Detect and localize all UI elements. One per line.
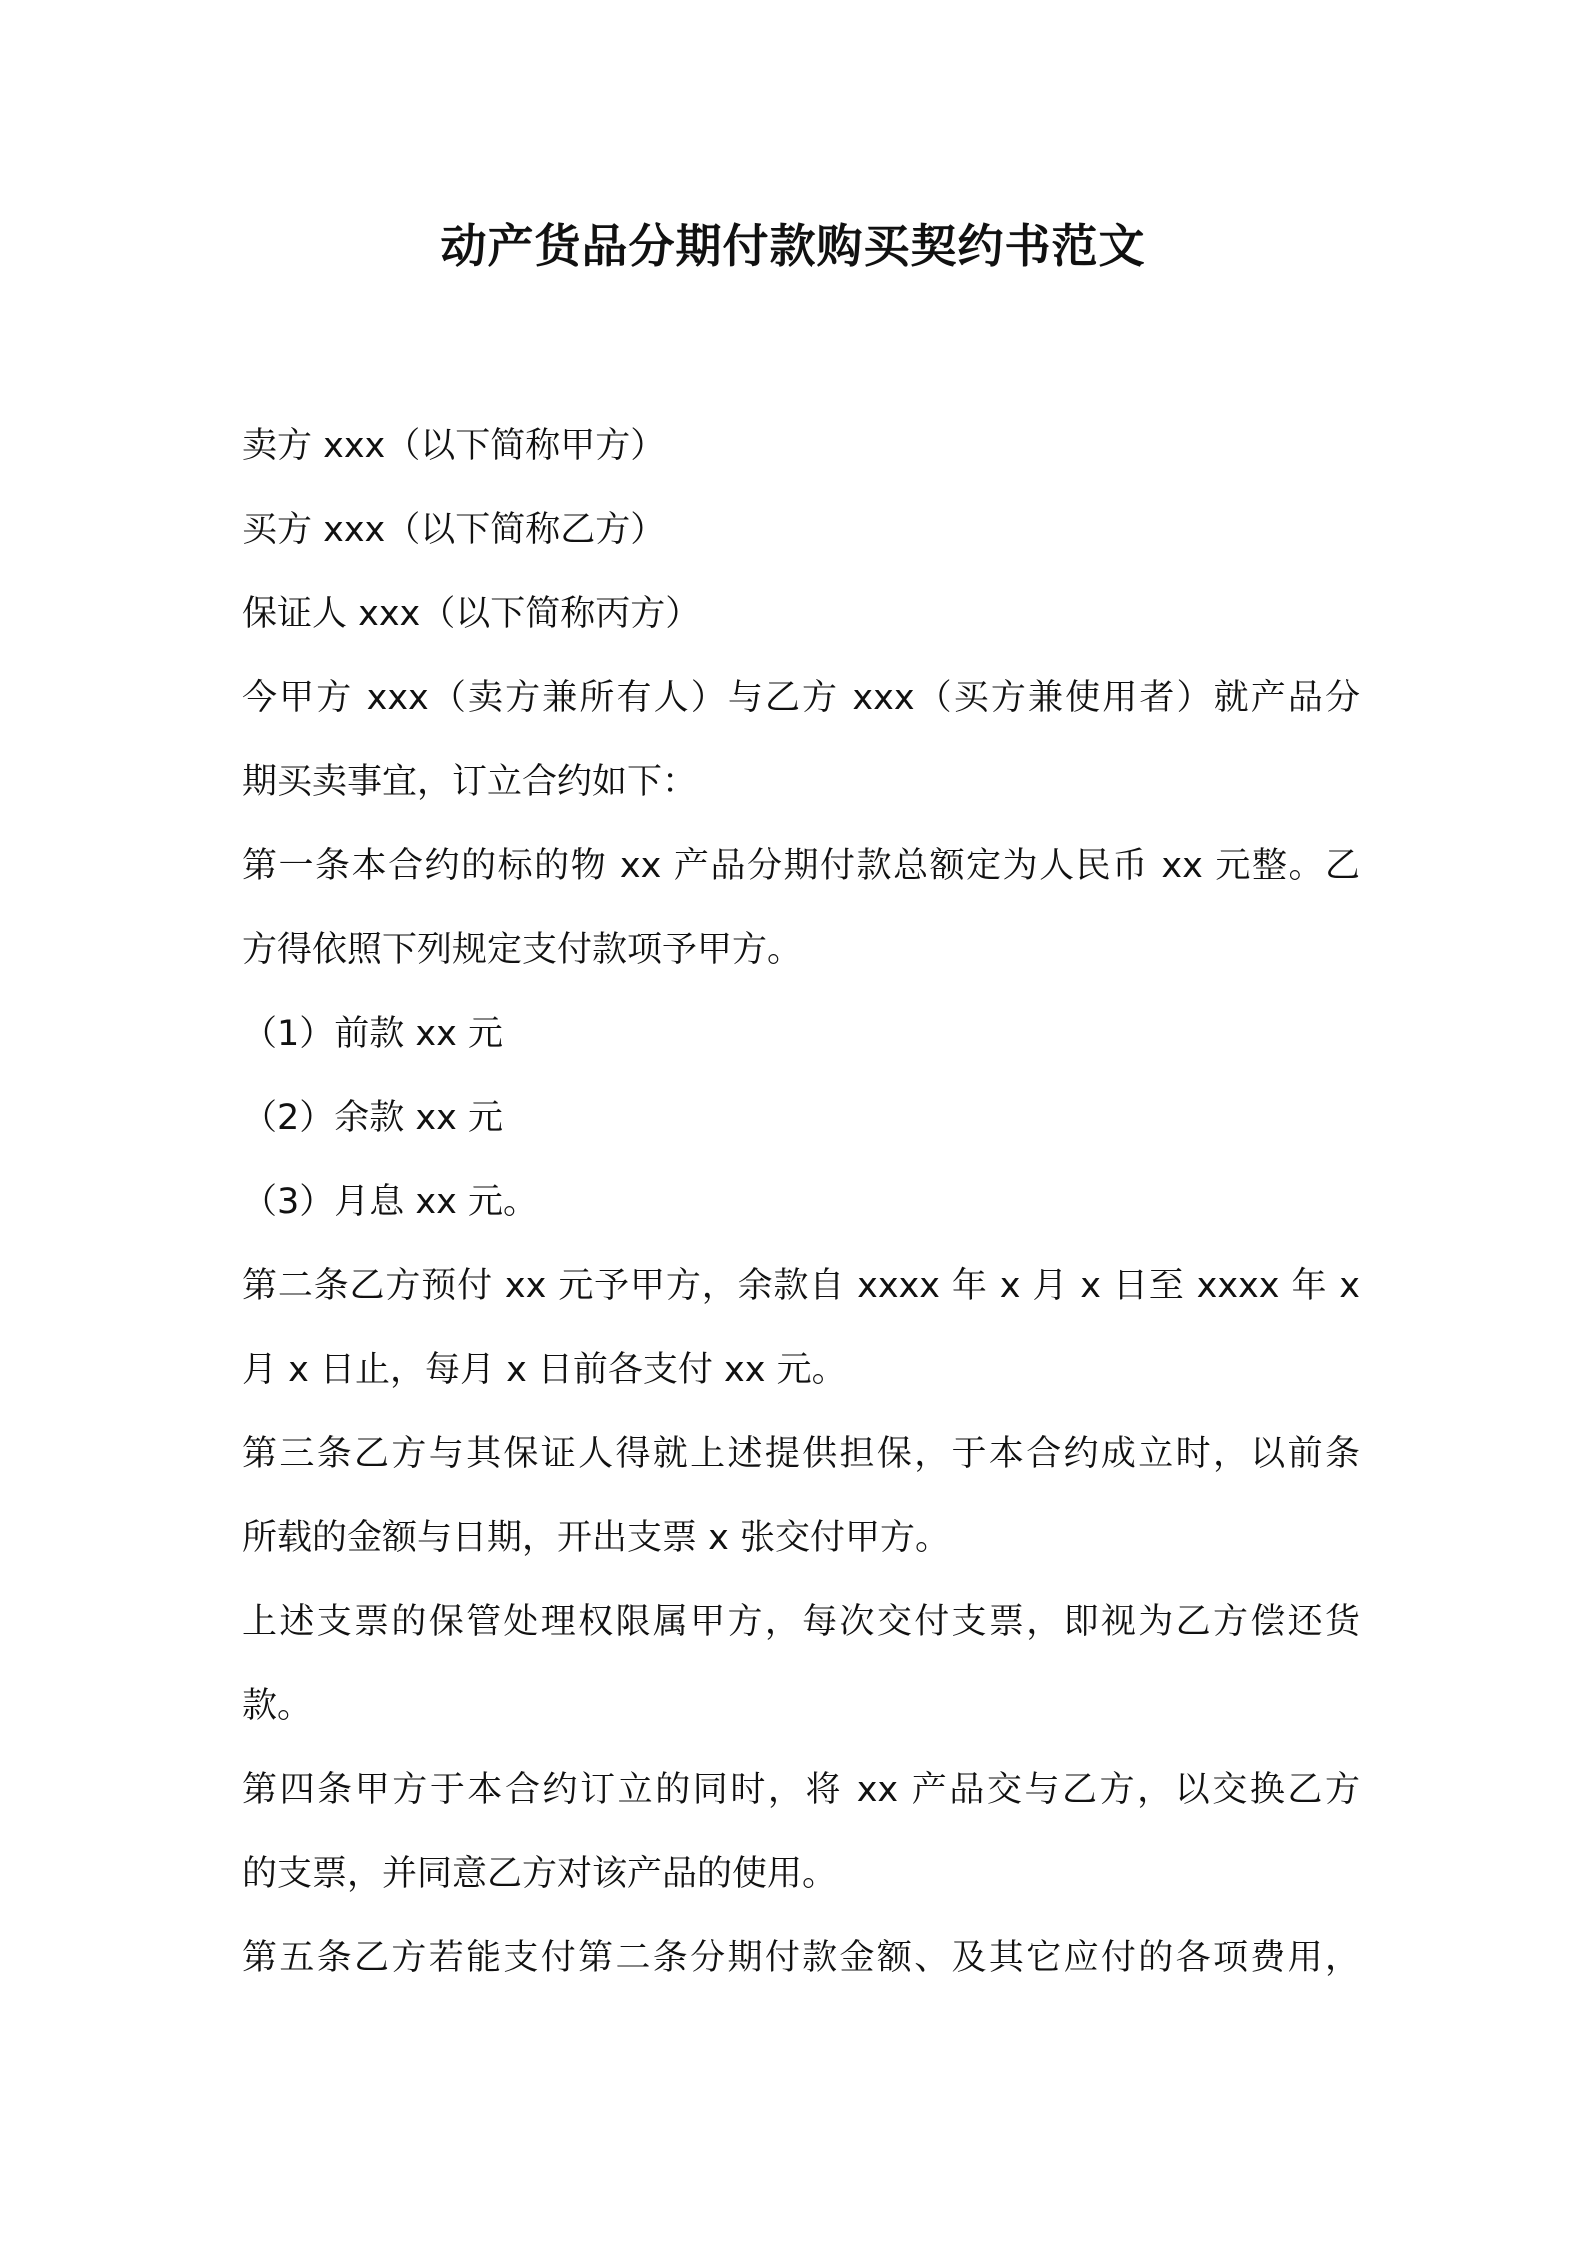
paragraph-line: 今甲方 xxx（卖方兼所有人）与乙方 xxx（买方兼使用者）就产品分 xyxy=(242,678,1360,718)
paragraph-line: 方得依照下列规定支付款项予甲方。 xyxy=(242,930,803,970)
paragraph-line: 款。 xyxy=(242,1686,313,1726)
paragraph-line: 的支票，并同意乙方对该产品的使用。 xyxy=(242,1854,838,1894)
list-item: （3）月息 xx 元。 xyxy=(242,1182,538,1222)
paragraph-line: 所载的金额与日期，开出支票 x 张交付甲方。 xyxy=(242,1518,950,1558)
paragraph-line: 第三条乙方与其保证人得就上述提供担保，于本合约成立时，以前条 xyxy=(242,1434,1360,1474)
paragraph-line: 第二条乙方预付 xx 元予甲方，余款自 xxxx 年 x 月 x 日至 xxxx 年 x xyxy=(242,1266,1360,1306)
paragraph-line: 买方 xxx（以下简称乙方） xyxy=(242,510,666,550)
paragraph-line: 保证人 xxx（以下简称丙方） xyxy=(242,594,701,634)
document-body xyxy=(242,404,1360,2000)
paragraph-line: 期买卖事宜，订立合约如下： xyxy=(242,762,698,802)
list-item: （1）前款 xx 元 xyxy=(242,1014,503,1054)
paragraph-line: 第一条本合约的标的物 xx 产品分期付款总额定为人民币 xx 元整。乙 xyxy=(242,846,1360,886)
paragraph-line: 上述支票的保管处理权限属甲方，每次交付支票，即视为乙方偿还货 xyxy=(242,1602,1360,1642)
paragraph-line: 第四条甲方于本合约订立的同时，将 xx 产品交与乙方，以交换乙方 xyxy=(242,1770,1360,1810)
list-item: （2）余款 xx 元 xyxy=(242,1098,503,1138)
paragraph-line: 月 x 日止，每月 x 日前各支付 xx 元。 xyxy=(242,1350,847,1390)
document-title: 动产货品分期付款购买契约书范文 xyxy=(440,219,1146,273)
paragraph-line: 卖方 xxx（以下简称甲方） xyxy=(242,426,666,466)
paragraph-line: 第五条乙方若能支付第二条分期付款金额、及其它应付的各项费用， xyxy=(242,1938,1360,1978)
